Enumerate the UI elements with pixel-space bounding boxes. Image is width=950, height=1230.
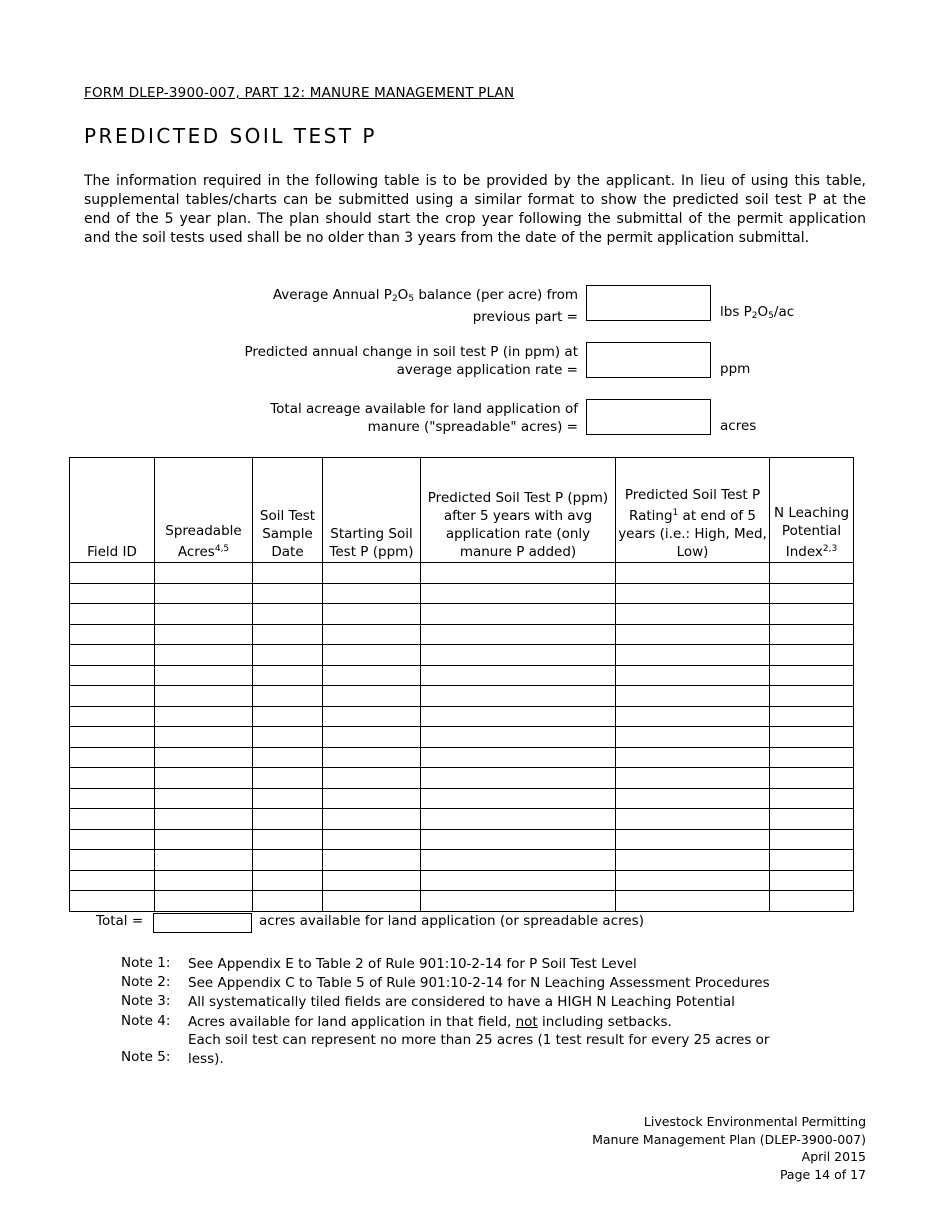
table-cell[interactable] <box>770 788 854 809</box>
table-cell[interactable] <box>323 809 421 830</box>
note-3-text: All systematically tiled fields are considered to have a HIGH N Leaching Potential <box>188 994 735 1010</box>
column-header-sample-date: Soil Test Sample Date <box>253 458 323 563</box>
table-cell[interactable] <box>421 583 616 604</box>
table-cell[interactable] <box>770 727 854 748</box>
table-row <box>70 563 854 584</box>
table-cell[interactable] <box>616 809 770 830</box>
soil-test-change-unit: ppm <box>720 361 751 377</box>
table-cell[interactable] <box>70 788 155 809</box>
table-cell[interactable] <box>770 706 854 727</box>
table-cell[interactable] <box>253 829 323 850</box>
total-label: Total = <box>96 913 144 929</box>
table-cell[interactable] <box>770 645 854 666</box>
note-1-text: See Appendix E to Table 2 of Rule 901:10-2-14 for P Soil Test Level <box>188 956 637 972</box>
table-cell[interactable] <box>253 624 323 645</box>
table-cell[interactable] <box>323 583 421 604</box>
table-cell[interactable] <box>421 727 616 748</box>
table-cell[interactable] <box>155 563 253 584</box>
page-footer <box>592 1113 866 1183</box>
total-suffix-text: acres available for land application (or spreadable acres) <box>259 913 644 929</box>
table-cell[interactable] <box>323 768 421 789</box>
table-header-row <box>70 458 854 563</box>
table-cell[interactable] <box>323 686 421 707</box>
table-cell[interactable] <box>155 686 253 707</box>
table-cell[interactable] <box>616 686 770 707</box>
table-cell[interactable] <box>253 645 323 666</box>
table-cell[interactable] <box>323 706 421 727</box>
total-acres-input[interactable] <box>153 913 252 933</box>
table-row <box>70 809 854 830</box>
table-cell[interactable] <box>616 829 770 850</box>
column-header-field-id: Field ID <box>70 458 155 563</box>
table-cell[interactable] <box>770 829 854 850</box>
table-cell[interactable] <box>421 665 616 686</box>
table-cell[interactable] <box>770 891 854 912</box>
table-cell[interactable] <box>155 850 253 871</box>
table-row <box>70 891 854 912</box>
table-cell[interactable] <box>155 768 253 789</box>
table-cell[interactable] <box>770 665 854 686</box>
table-cell[interactable] <box>70 665 155 686</box>
table-cell[interactable] <box>253 563 323 584</box>
note-4-label: Note 4: <box>121 1013 171 1029</box>
table-cell[interactable] <box>155 891 253 912</box>
total-acreage-label: Total acreage available for land application of manure ("spreadable" acres) = <box>270 401 578 435</box>
table-cell[interactable] <box>70 768 155 789</box>
page-title: PREDICTED SOIL TEST P <box>84 124 377 148</box>
table-cell[interactable] <box>253 788 323 809</box>
soil-test-table <box>69 457 854 912</box>
table-cell[interactable] <box>155 645 253 666</box>
table-cell[interactable] <box>253 686 323 707</box>
table-cell[interactable] <box>323 891 421 912</box>
table-cell[interactable] <box>421 706 616 727</box>
table-cell[interactable] <box>155 604 253 625</box>
soil-test-change-input[interactable] <box>586 342 711 378</box>
footer-line-3: April 2015 <box>801 1149 866 1164</box>
column-header-spreadable-acres: Spreadable Acres$^{4,5}$ <box>155 458 253 563</box>
table-cell[interactable] <box>253 665 323 686</box>
table-cell[interactable] <box>770 870 854 891</box>
table-cell[interactable] <box>253 604 323 625</box>
table-cell[interactable] <box>421 870 616 891</box>
table-row <box>70 583 854 604</box>
table-cell[interactable] <box>70 604 155 625</box>
table-cell[interactable] <box>616 788 770 809</box>
form-header: FORM DLEP-3900-007, PART 12: MANURE MANAGEMENT PLAN <box>84 85 515 101</box>
table-cell[interactable] <box>70 747 155 768</box>
table-cell[interactable] <box>770 850 854 871</box>
table-cell[interactable] <box>70 829 155 850</box>
table-cell[interactable] <box>770 563 854 584</box>
table-cell[interactable] <box>323 829 421 850</box>
table-cell[interactable] <box>323 870 421 891</box>
table-cell[interactable] <box>616 583 770 604</box>
table-cell[interactable] <box>70 645 155 666</box>
table-cell[interactable] <box>323 665 421 686</box>
table-cell[interactable] <box>616 645 770 666</box>
total-acreage-input[interactable] <box>586 399 711 435</box>
table-row <box>70 624 854 645</box>
table-row <box>70 850 854 871</box>
table-cell[interactable] <box>323 563 421 584</box>
table-cell[interactable] <box>616 747 770 768</box>
table-cell[interactable] <box>770 686 854 707</box>
table-cell[interactable] <box>616 768 770 789</box>
table-row <box>70 604 854 625</box>
table-cell[interactable] <box>770 624 854 645</box>
table-cell[interactable] <box>155 665 253 686</box>
table-cell[interactable] <box>323 727 421 748</box>
table-cell[interactable] <box>770 768 854 789</box>
table-cell[interactable] <box>155 706 253 727</box>
table-cell[interactable] <box>616 727 770 748</box>
table-cell[interactable] <box>155 727 253 748</box>
note-1-label: Note 1: <box>121 955 171 971</box>
table-cell[interactable] <box>421 788 616 809</box>
note-5-label: Note 5: <box>121 1049 171 1065</box>
table-cell[interactable] <box>770 747 854 768</box>
table-cell[interactable] <box>421 686 616 707</box>
table-cell[interactable] <box>253 768 323 789</box>
table-cell[interactable] <box>421 645 616 666</box>
p2o5-balance-input[interactable] <box>586 285 711 321</box>
table-row <box>70 727 854 748</box>
table-cell[interactable] <box>421 891 616 912</box>
table-cell[interactable] <box>253 891 323 912</box>
column-header-n-leaching-index: N Leaching Potential Index$^{2,3}$ <box>770 458 854 563</box>
table-cell[interactable] <box>616 604 770 625</box>
note-4-text: Acres available for land application in that field, not including setbacks. <box>188 1014 672 1030</box>
note-3-label: Note 3: <box>121 993 171 1009</box>
table-cell[interactable] <box>70 624 155 645</box>
table-row <box>70 665 854 686</box>
column-header-predicted-soil-test: Predicted Soil Test P (ppm) after 5 years with avg application rate (only manure P added) <box>421 458 616 563</box>
table-cell[interactable] <box>155 583 253 604</box>
table-cell[interactable] <box>421 829 616 850</box>
table-row <box>70 706 854 727</box>
total-acreage-unit: acres <box>720 418 757 434</box>
table-cell[interactable] <box>616 563 770 584</box>
intro-paragraph: The information required in the following table is to be provided by the applicant. In lieu of using this table, supplemental tables/charts can be submitted using a similar format to show the predicted soil test P at the end of the 5 year plan. The plan should start the crop year following the submittal of the permit application and the soil tests used shall be no older than 3 years from the date of the permit application submittal. <box>84 173 866 246</box>
table-cell[interactable] <box>770 809 854 830</box>
table-cell[interactable] <box>770 604 854 625</box>
table-cell[interactable] <box>421 747 616 768</box>
table-cell[interactable] <box>253 747 323 768</box>
table-row <box>70 768 854 789</box>
table-cell[interactable] <box>155 788 253 809</box>
table-cell[interactable] <box>70 686 155 707</box>
table-cell[interactable] <box>421 768 616 789</box>
table-cell[interactable] <box>616 850 770 871</box>
table-row <box>70 788 854 809</box>
note-5-text: Each soil test can represent no more than 25 acres (1 test result for every 25 acres or less). <box>188 1032 770 1067</box>
table-cell[interactable] <box>155 624 253 645</box>
table-cell[interactable] <box>155 829 253 850</box>
table-cell[interactable] <box>616 870 770 891</box>
table-cell[interactable] <box>253 727 323 748</box>
table-row <box>70 686 854 707</box>
table-cell[interactable] <box>155 747 253 768</box>
p2o5-balance-unit: lbs $P_2O_5/ac$ <box>720 304 795 321</box>
table-cell[interactable] <box>70 583 155 604</box>
table-cell[interactable] <box>616 624 770 645</box>
table-row <box>70 829 854 850</box>
table-row <box>70 645 854 666</box>
footer-line-4: Page 14 of 17 <box>779 1166 866 1182</box>
footer-line-1: Livestock Environmental Permitting <box>643 1114 866 1129</box>
table-cell[interactable] <box>421 624 616 645</box>
table-cell[interactable] <box>155 809 253 830</box>
table-row <box>70 747 854 768</box>
table-cell[interactable] <box>323 624 421 645</box>
table-cell[interactable] <box>770 583 854 604</box>
table-cell[interactable] <box>323 604 421 625</box>
table-cell[interactable] <box>253 870 323 891</box>
soil-test-change-label: Predicted annual change in soil test P (in ppm) at average application rate = <box>244 344 578 378</box>
table-cell[interactable] <box>70 870 155 891</box>
table-cell[interactable] <box>616 706 770 727</box>
table-cell[interactable] <box>70 563 155 584</box>
note-2-label: Note 2: <box>121 974 171 990</box>
table-cell[interactable] <box>70 809 155 830</box>
table-cell[interactable] <box>253 583 323 604</box>
table-cell[interactable] <box>323 850 421 871</box>
table-cell[interactable] <box>616 891 770 912</box>
column-header-predicted-rating: Predicted Soil Test P Rating$^1$ at end of 5 years (i.e.: High, Med, Low) <box>616 458 770 563</box>
table-cell[interactable] <box>421 604 616 625</box>
table-cell[interactable] <box>323 747 421 768</box>
table-cell[interactable] <box>253 850 323 871</box>
table-cell[interactable] <box>253 809 323 830</box>
table-cell[interactable] <box>155 870 253 891</box>
p2o5-balance-label: Average Annual $P_2O_5$ balance (per acre) from previous part = <box>272 287 578 325</box>
table-cell[interactable] <box>421 850 616 871</box>
column-header-starting-soil-test: Starting Soil Test P (ppm) <box>323 458 421 563</box>
table-cell[interactable] <box>323 788 421 809</box>
table-cell[interactable] <box>70 727 155 748</box>
table-cell[interactable] <box>616 665 770 686</box>
note-2-text: See Appendix C to Table 5 of Rule 901:10-2-14 for N Leaching Assessment Procedures <box>188 975 770 991</box>
table-cell[interactable] <box>421 563 616 584</box>
table-cell[interactable] <box>70 706 155 727</box>
table-cell[interactable] <box>323 645 421 666</box>
table-cell[interactable] <box>70 850 155 871</box>
footer-line-2: Manure Management Plan (DLEP-3900-007) <box>592 1131 866 1147</box>
table-row <box>70 870 854 891</box>
table-cell[interactable] <box>421 809 616 830</box>
table-cell[interactable] <box>70 891 155 912</box>
table-cell[interactable] <box>253 706 323 727</box>
